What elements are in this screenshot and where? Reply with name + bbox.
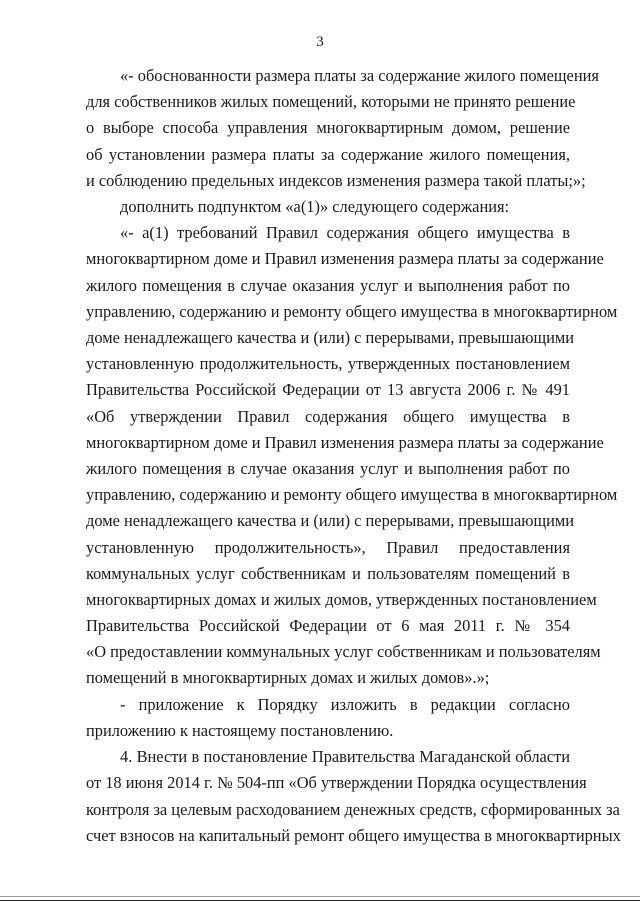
text-line: помещений в многоквартирных домах и жилых домов».»;: [86, 668, 490, 687]
text-line: «Об утверждении Правил содержания общего имущества в: [86, 407, 570, 426]
text-line: многоквартирных домах и жилых домов, утвержденных постановлением: [86, 590, 597, 609]
text-line: жилого помещения в случае оказания услуг и выполнения работ по: [86, 276, 570, 295]
page-number: 3: [316, 34, 324, 50]
text-line: счет взносов на капитальный ремонт общего имущества в многоквартирных: [86, 826, 621, 845]
text-line: доме ненадлежащего качества и (или) с перерывами, превышающими: [86, 328, 575, 347]
text-line: - приложение к Порядку изложить в редакции согласно: [120, 695, 570, 714]
text-line: жилого помещения в случае оказания услуг и выполнения работ по: [86, 459, 570, 478]
text-line: для собственников жилых помещений, которыми не принято решение: [86, 92, 576, 111]
text-line: «О предоставлении коммунальных услуг собственникам и пользователям: [86, 642, 601, 661]
text-line: Правительства Российской Федерации от 13 августа 2006 г. № 491: [86, 380, 570, 399]
text-line: приложению к настоящему постановлению.: [86, 721, 394, 740]
text-line: многоквартирном доме и Правил изменения размера платы за содержание: [86, 433, 604, 452]
text-line: «- обоснованности размера платы за содержание жилого помещения: [120, 66, 599, 85]
scan-edge-line: [0, 896, 640, 897]
text-line: 4. Внести в постановление Правительства Магаданской области: [120, 747, 570, 766]
text-line: управлению, содержанию и ремонту общего имущества в многоквартирном: [86, 485, 618, 504]
text-line: об установлении размера платы за содержание жилого помещения,: [86, 145, 570, 164]
text-line: и соблюдению предельных индексов изменения размера такой платы;»;: [86, 171, 586, 190]
text-line: установленную продолжительность, утвержденных постановлением: [86, 354, 570, 373]
text-line: Правительства Российской Федерации от 6 мая 2011 г. № 354: [86, 616, 570, 635]
text-line: многоквартирном доме и Правил изменения размера платы за содержание: [86, 249, 604, 268]
text-line: установленную продолжительность», Правил предоставления: [86, 538, 570, 557]
text-line: доме ненадлежащего качества и (или) с перерывами, превышающими: [86, 511, 575, 530]
text-line: управлению, содержанию и ремонту общего имущества в многоквартирном: [86, 302, 618, 321]
text-line: контроля за целевым расходованием денежных средств, сформированных за: [86, 800, 620, 819]
scan-edge-line: [0, 900, 640, 901]
text-line: коммунальных услуг собственникам и пользователям помещений в: [86, 564, 570, 583]
text-line: дополнить подпунктом «а(1)» следующего содержания:: [120, 197, 510, 216]
text-line: «- а(1) требований Правил содержания общего имущества в: [120, 223, 570, 242]
text-line: от 18 июня 2014 г. № 504-пп «Об утверждении Порядка осуществления: [86, 773, 587, 792]
text-line: о выборе способа управления многоквартирным домом, решение: [86, 118, 570, 137]
